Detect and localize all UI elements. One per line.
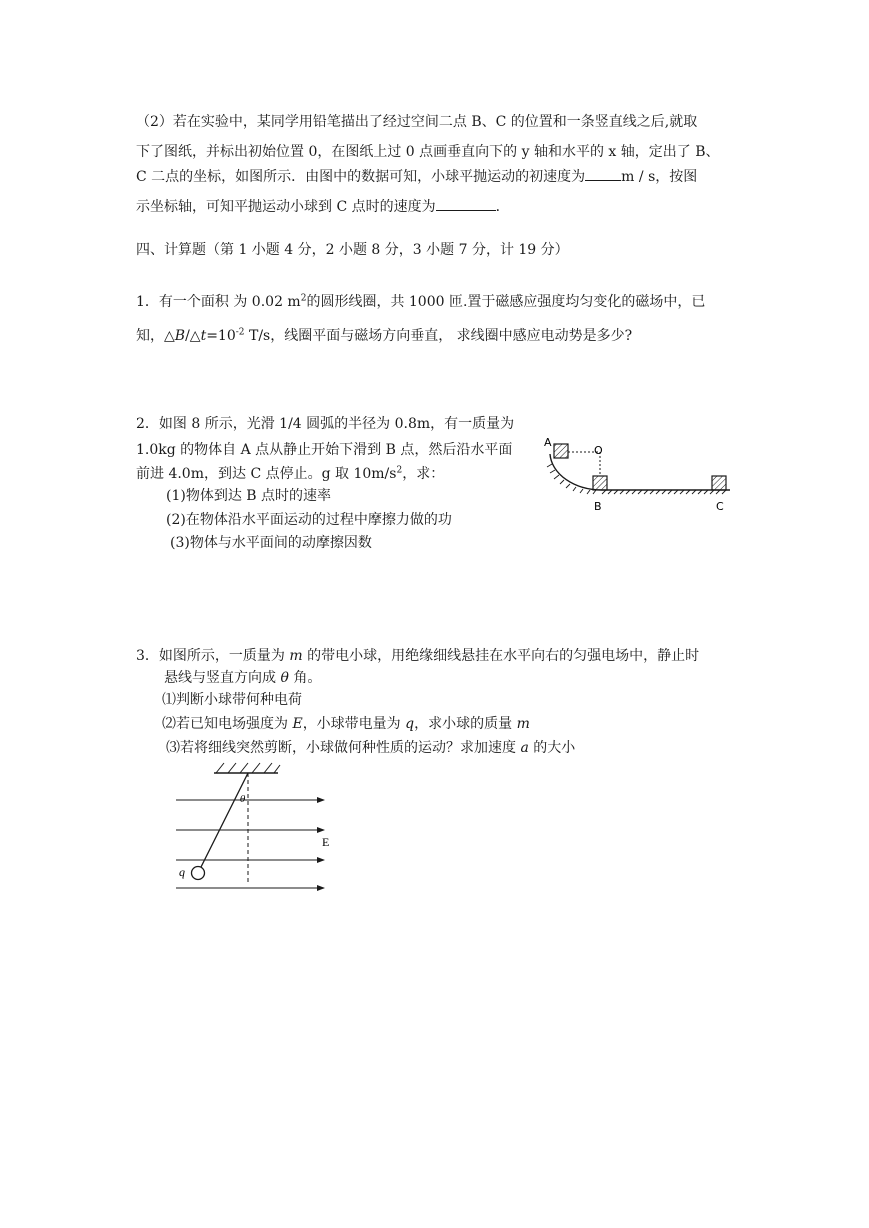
quarter-arc-figure [540,432,740,516]
label-point-b: B [594,500,602,513]
initial-velocity-answer-blank[interactable] [585,166,621,181]
q4-1-line-2-text-b: /△ [185,328,201,344]
ceiling-hatching [216,763,280,773]
q3-2-line-3 [136,166,697,187]
label-point-o: O [594,444,603,457]
q4-1-line-2-text-a: 知，△ [136,328,175,344]
q4-3-sub3-text-b: 的大小 [528,740,576,756]
q3-2-line-3-text-a: C 二点的坐标，如图所示．由图中的数据可知，小球平抛运动的初速度为 [136,169,586,185]
label-field-e: E [322,835,330,849]
q3-2-line-3-text-b: m / s，按图 [621,169,698,185]
q3-2-line-4-text-b: ． [495,199,510,215]
q4-2-line-2: 1.0kg 的物体自 A 点从静止开始下滑到 B 点，然后沿水平面 [136,442,513,458]
q4-3-var-m: m [289,648,303,664]
q4-2-line-3 [136,464,444,484]
q4-3-sub3-text-a: ⑶若将细线突然剪断，小球做何种性质的运动？求加速度 [166,740,521,756]
q4-1-line-2 [136,326,632,346]
block-at-a [554,444,568,458]
q4-3-subquestion-1: ⑴判断小球带何种电荷 [162,692,302,708]
block-at-b [593,476,607,490]
q4-3-line-2-text-b: 角。 [288,670,322,686]
q3-2-line-2: 下了图纸，并标出初始位置 0，在图纸上过 0 点画垂直向下的 y 轴和水平的 x 轴，定出了 B、 [136,144,720,160]
q4-3-sub2-text-c: ，求小球的质量 [414,716,517,732]
q4-3-subquestion-3 [166,738,575,758]
q4-3-var-e: E [292,716,303,732]
label-point-a: A [544,436,552,449]
q4-1-var-t: t [200,328,207,344]
label-theta: θ [240,795,246,805]
q4-3-var-a: a [520,740,529,756]
suspension-string [201,773,248,867]
q4-1-rate-exponent: -2 [235,327,245,338]
q4-3-line-2 [164,668,321,688]
q3-2-line-4-text-a: 示坐标轴，可知平抛运动小球到 C 点时的速度为 [136,199,436,215]
q4-3-var-theta: θ [280,670,289,686]
q4-2-line-3-text-b: ，求： [402,466,445,482]
label-point-c: C [716,500,724,513]
q4-2-subquestion-3: (3)物体与水平面间的动摩擦因数 [170,535,372,551]
q4-2-line-3-text-a: 前进 4.0m，到达 C 点停止。g 取 10m/s [136,466,397,482]
block-at-c [712,476,726,490]
q4-1-line-1-text-b: 的圆形线圈，共 1000 匝.置于磁感应强度均匀变化的磁场中，已 [306,294,706,310]
q4-1-line-1-text-a: 1．有一个面积 为 0.02 m [136,294,301,310]
q4-2-subquestion-1: (1)物体到达 B 点时的速率 [166,488,332,504]
q4-3-line-1 [136,646,699,666]
q4-1-var-b: B [174,328,186,344]
q4-3-var-m-2: m [516,716,530,732]
q4-3-line-1-text-a: 3．如图所示，一质量为 [136,648,290,664]
velocity-at-c-answer-blank[interactable] [436,196,496,211]
q4-3-sub2-text-b: ，小球带电量为 [302,716,406,732]
q4-3-line-1-text-b: 的带电小球，用绝缘细线悬挂在水平向右的匀强电场中，静止时 [302,648,700,664]
q4-3-var-q: q [405,716,415,732]
q4-2-subquestion-2: (2)在物体沿水平面运动的过程中摩擦力做的功 [166,512,452,528]
label-charge-q: q [179,865,185,879]
section-4-heading: 四、计算题（第 1 小题 4 分，2 小题 8 分，3 小题 7 分，计 19 分） [136,242,569,258]
charged-ball [192,867,205,880]
q4-1-area-exponent: 2 [300,293,307,304]
q4-2-g-exponent: 2 [396,465,403,476]
q4-3-line-2-text-a: 悬线与竖直方向成 [164,670,281,686]
q4-1-line-2-text-c: =10 [206,328,236,344]
q4-3-sub2-text-a: ⑵若已知电场强度为 [162,716,293,732]
q4-2-line-1: 2．如图 8 所示，光滑 1/4 圆弧的半径为 0.8m，有一质量为 [136,416,515,432]
q4-1-line-1 [136,292,705,312]
q4-3-subquestion-2 [162,714,530,734]
pendulum-field-figure [170,760,340,896]
q4-1-line-2-text-d: T/s，线圈平面与磁场方向垂直， 求线圈中感应电动势是多少? [244,328,633,344]
q3-2-line-4 [136,196,510,217]
q3-2-line-1: （2）若在实验中，某同学用铅笔描出了经过空间二点 B、C 的位置和一条竖直线之后,就取 [136,114,698,130]
